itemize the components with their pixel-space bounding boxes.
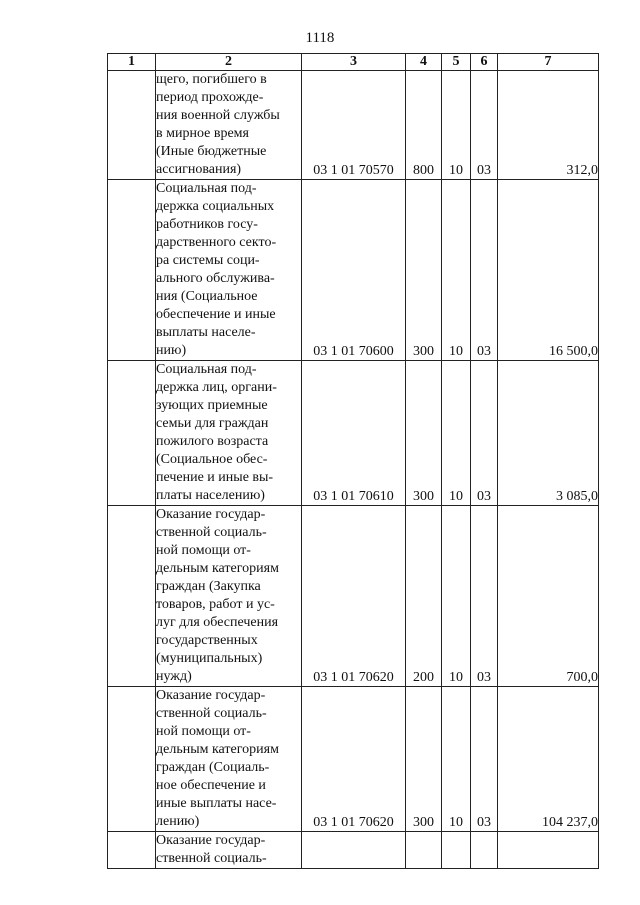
subsection-cell: 03 (471, 361, 498, 506)
expense-type-cell (406, 832, 442, 869)
table-row (108, 361, 599, 506)
target-code-cell: 03 1 01 70570 (302, 71, 406, 180)
target-code-cell: 03 1 01 70610 (302, 361, 406, 506)
subsection-cell (471, 832, 498, 869)
expense-type-cell: 200 (406, 506, 442, 687)
expense-type-cell: 300 (406, 180, 442, 361)
column-header-1: 1 (108, 54, 156, 71)
table-row (108, 506, 599, 687)
row-number-cell (108, 687, 156, 832)
amount-cell: 16 500,0 (498, 180, 599, 361)
section-cell: 10 (442, 71, 471, 180)
expense-type-cell: 300 (406, 687, 442, 832)
item-name-cell: Социальная под- держка социальных работников госу- дарственного секто- ра системы соци- ального обслужива- ния (Социальное обеспечение и иные выплаты населе- нию) (156, 180, 302, 361)
target-code-cell: 03 1 01 70620 (302, 687, 406, 832)
item-name-cell: щего, погибшего в период прохожде- ния военной службы в мирное время (Иные бюджетные ассигнования) (156, 71, 302, 180)
page-number: 1118 (305, 30, 335, 46)
amount-cell: 312,0 (498, 71, 599, 180)
section-cell (442, 832, 471, 869)
subsection-cell: 03 (471, 506, 498, 687)
column-header-7: 7 (498, 54, 599, 71)
column-header-6: 6 (471, 54, 498, 71)
subsection-cell: 03 (471, 180, 498, 361)
budget-table (107, 53, 599, 869)
row-number-cell (108, 71, 156, 180)
item-name-cell: Оказание государ- ственной социаль- ной помощи от- дельным категориям граждан (Социаль- ное обеспечение и иные выплаты насе- лению) (156, 687, 302, 832)
item-name-cell: Социальная под- держка лиц, органи- зующих приемные семьи для граждан пожилого возраста (Социальное обес- печение и иные вы- платы населению) (156, 361, 302, 506)
amount-cell: 104 237,0 (498, 687, 599, 832)
row-number-cell (108, 361, 156, 506)
expense-type-cell: 800 (406, 71, 442, 180)
item-name-cell: Оказание государ- ственной социаль- (156, 832, 302, 869)
row-number-cell (108, 180, 156, 361)
target-code-cell: 03 1 01 70600 (302, 180, 406, 361)
item-name-cell: Оказание государ- ственной социаль- ной помощи от- дельным категориям граждан (Закупка товаров, работ и ус- луг для обеспечения государственных (муниципальных) нужд) (156, 506, 302, 687)
subsection-cell: 03 (471, 687, 498, 832)
column-header-5: 5 (442, 54, 471, 71)
amount-cell: 700,0 (498, 506, 599, 687)
table-row (108, 832, 599, 869)
row-number-cell (108, 506, 156, 687)
table-row (108, 180, 599, 361)
row-number-cell (108, 832, 156, 869)
section-cell: 10 (442, 506, 471, 687)
expense-type-cell: 300 (406, 361, 442, 506)
column-header-3: 3 (302, 54, 406, 71)
amount-cell: 3 085,0 (498, 361, 599, 506)
table-row (108, 687, 599, 832)
target-code-cell (302, 832, 406, 869)
amount-cell (498, 832, 599, 869)
table-row (108, 71, 599, 180)
subsection-cell: 03 (471, 71, 498, 180)
column-header-4: 4 (406, 54, 442, 71)
section-cell: 10 (442, 361, 471, 506)
section-cell: 10 (442, 687, 471, 832)
section-cell: 10 (442, 180, 471, 361)
header-row (108, 54, 599, 71)
column-header-2: 2 (156, 54, 302, 71)
target-code-cell: 03 1 01 70620 (302, 506, 406, 687)
